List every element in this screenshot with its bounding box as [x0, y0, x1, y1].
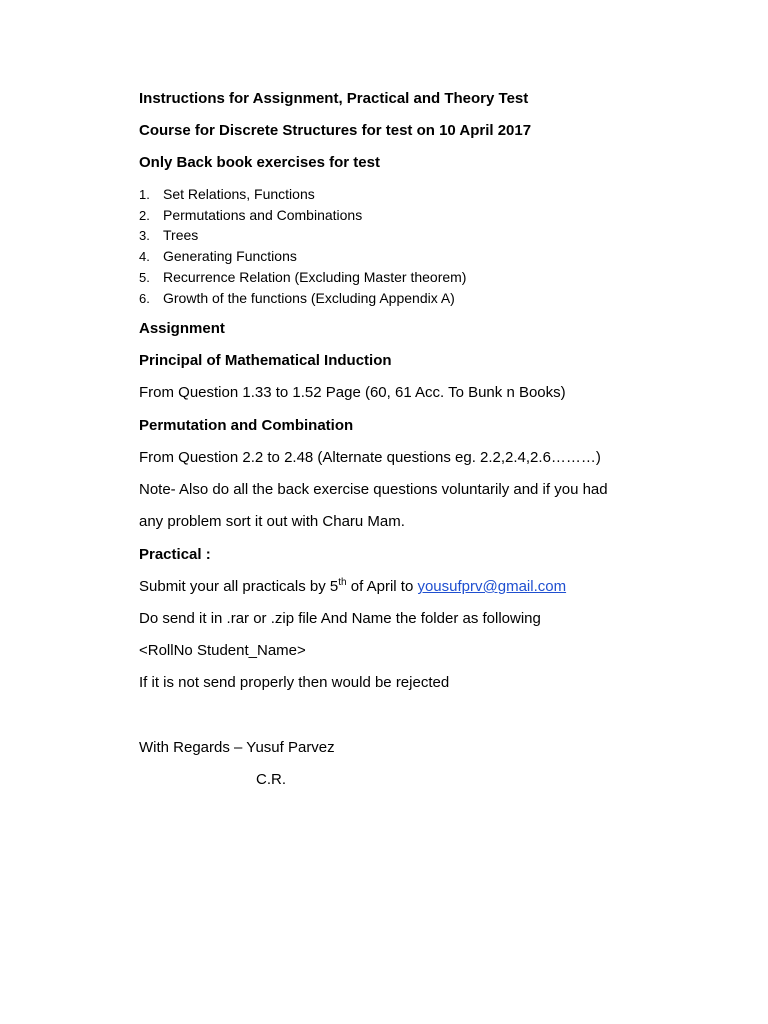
list-text: Recurrence Relation (Excluding Master theorem) [163, 269, 467, 285]
folder-format: <RollNo Student_Name> [139, 642, 306, 659]
list-number: 6. [139, 291, 150, 306]
submit-text-prefix: Submit your all practicals by 5 [139, 578, 339, 595]
list-number: 1. [139, 187, 150, 202]
list-text: Generating Functions [163, 248, 297, 264]
list-number: 4. [139, 249, 150, 264]
submit-text-mid: of April to [346, 578, 418, 595]
list-number: 2. [139, 208, 150, 223]
list-item [139, 247, 297, 266]
list-text: Trees [163, 227, 199, 243]
submit-superscript: th [338, 577, 347, 588]
permutation-heading: Permutation and Combination [139, 417, 354, 434]
list-number: 5. [139, 270, 150, 285]
list-item [139, 226, 198, 245]
list-text: Permutations and Combinations [163, 207, 363, 223]
list-item [139, 289, 455, 308]
role-line: C.R. [256, 771, 286, 788]
heading-back-book: Only Back book exercises for test [139, 154, 380, 171]
list-number: 3. [139, 228, 150, 243]
list-item [139, 185, 315, 204]
note-line-2: any problem sort it out with Charu Mam. [139, 513, 405, 530]
permutation-questions: From Question 2.2 to 2.48 (Alternate questions eg. 2.2,2.4,2.6………) [139, 449, 601, 466]
list-item [139, 206, 362, 225]
list-text: Growth of the functions (Excluding Appendix A) [163, 290, 455, 306]
note-line-1: Note- Also do all the back exercise questions voluntarily and if you had [139, 481, 608, 498]
regards-line: With Regards – Yusuf Parvez [139, 739, 335, 756]
list-text: Set Relations, Functions [163, 186, 315, 202]
practical-heading: Practical : [139, 546, 211, 563]
heading-instructions: Instructions for Assignment, Practical and Theory Test [139, 90, 529, 107]
assignment-heading: Assignment [139, 320, 225, 337]
heading-course: Course for Discrete Structures for test on 10 April 2017 [139, 122, 532, 139]
induction-questions: From Question 1.33 to 1.52 Page (60, 61 Acc. To Bunk n Books) [139, 384, 566, 401]
submit-line [139, 577, 566, 597]
rejection-note: If it is not send properly then would be rejected [139, 674, 450, 691]
list-item [139, 268, 466, 287]
email-link[interactable]: yousufprv@gmail.com [417, 578, 567, 595]
induction-heading: Principal of Mathematical Induction [139, 352, 392, 369]
send-instruction: Do send it in .rar or .zip file And Name the folder as following [139, 610, 541, 627]
